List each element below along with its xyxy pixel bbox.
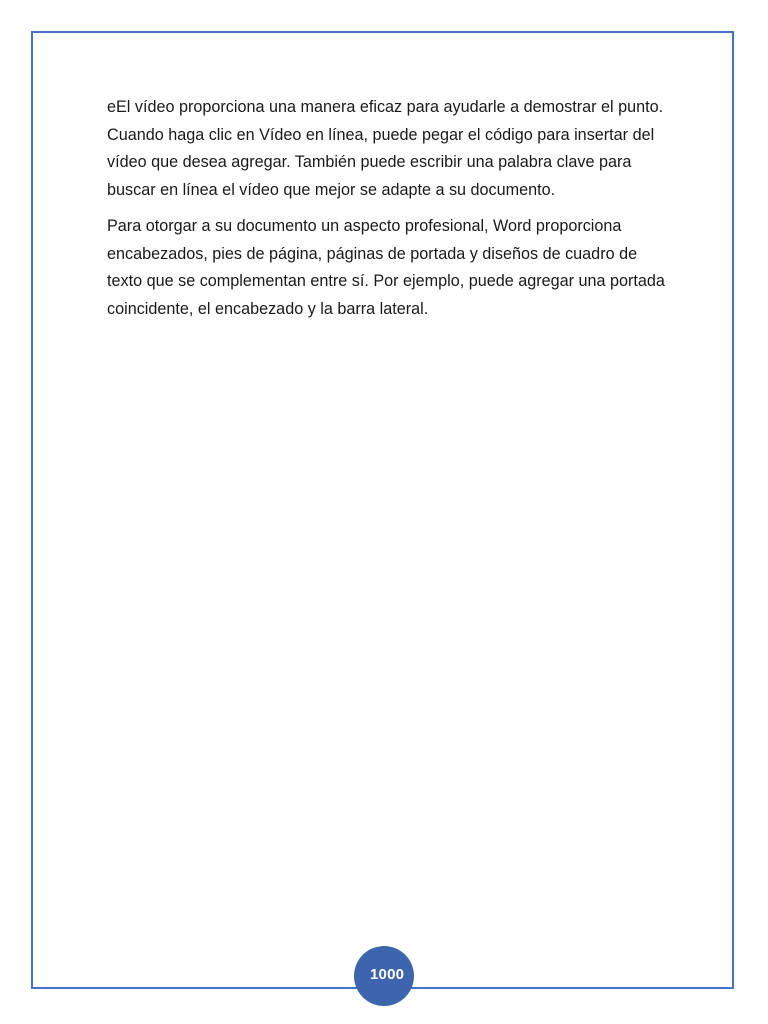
page-number-badge	[354, 946, 414, 1006]
document-body[interactable]	[107, 94, 667, 332]
paragraph-1[interactable]: eEl vídeo proporciona una manera eficaz para ayudarle a demostrar el punto. Cuando haga clic en Vídeo en línea, puede pegar el código para insertar del vídeo que desea agregar. También puede escribir una palabra clave para buscar en línea el vídeo que mejor se adapte a su documento.	[107, 98, 664, 199]
paragraph-2[interactable]: Para otorgar a su documento un aspecto profesional, Word proporciona encabezados, pies de página, páginas de portada y diseños de cuadro de texto que se complementan entre sí. Por ejemplo, puede agregar una portada coincidente, el encabezado y la barra lateral.	[107, 217, 665, 318]
page-number-clip	[354, 946, 410, 1006]
page-number: 1000	[370, 966, 405, 983]
